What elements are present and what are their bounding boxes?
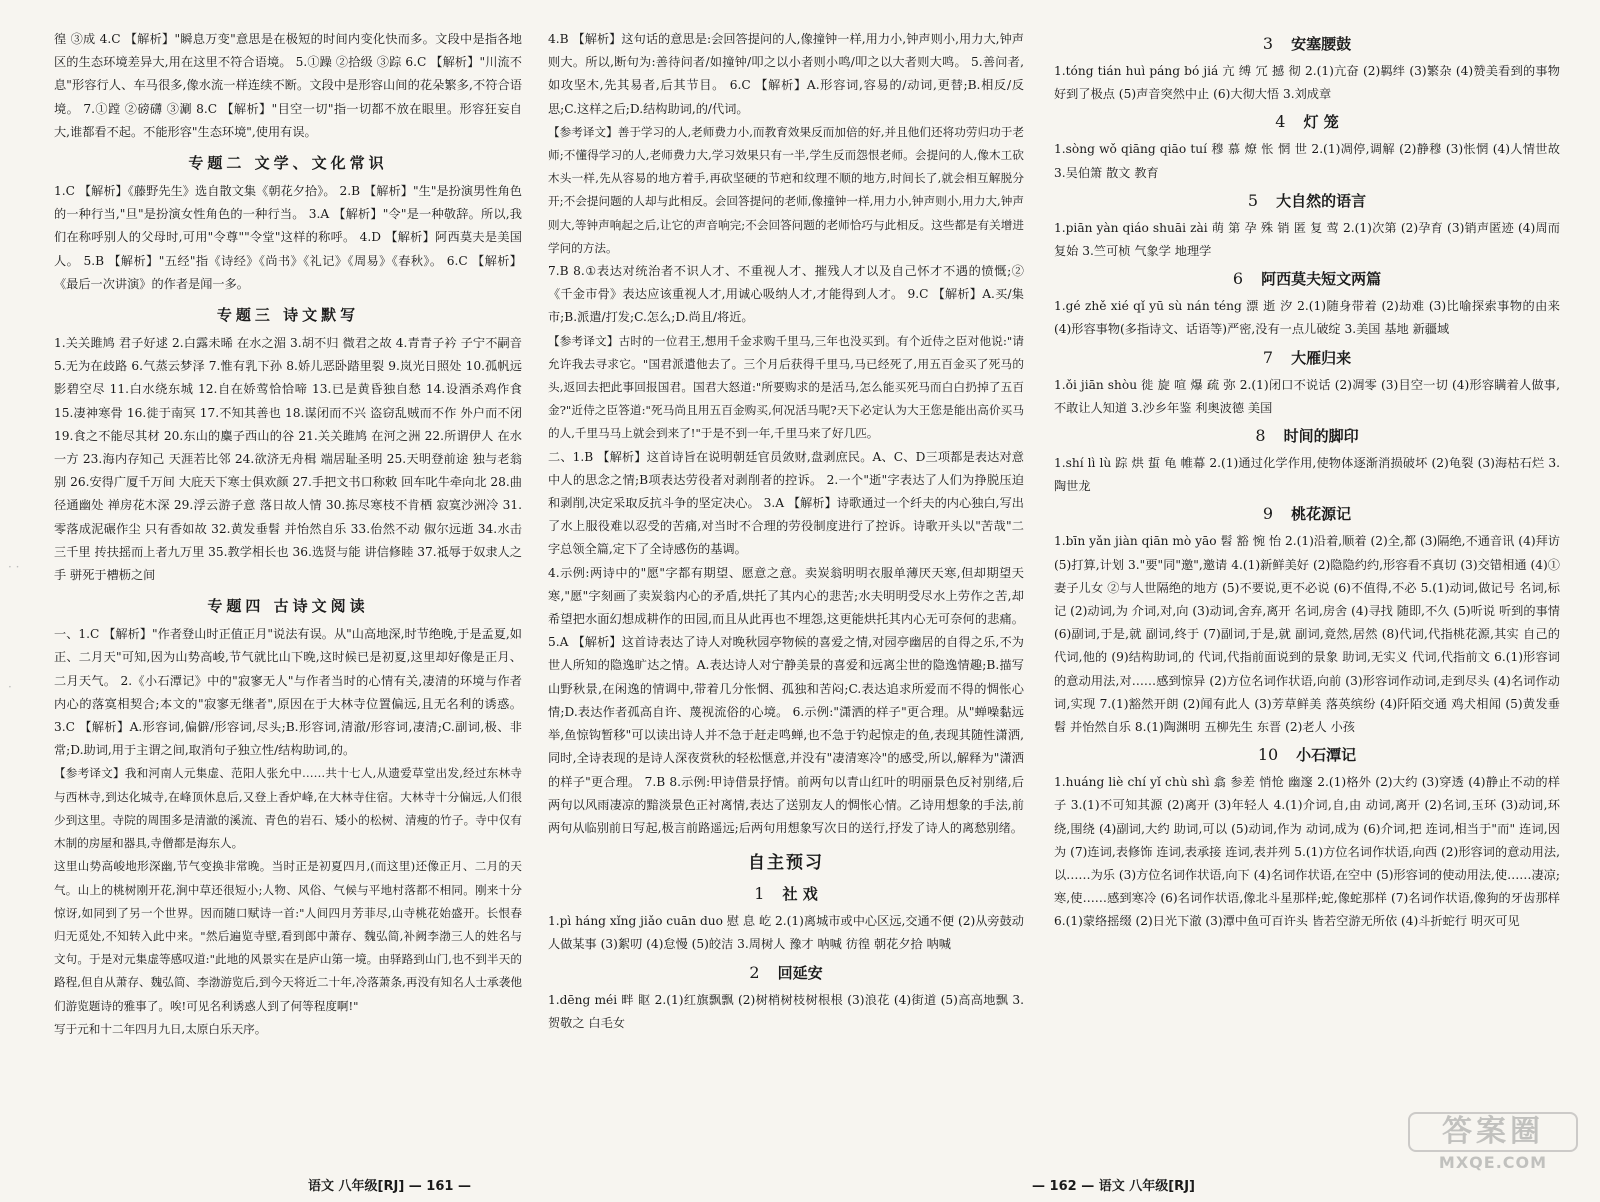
- section-heading-4: 专题四 古诗文阅读: [207, 597, 369, 616]
- lesson-answers: 1.bīn yǎn jiàn qiān mò yāo 髫 豁 惋 怡 2.(1)沿着,顺着 (2)全,都 (3)隔绝,不通音讯 (4)拜访 (5)打算,计划 3."要"同"邀",邀请 4.(1)新鲜美好 (2)隐隐约约,形容看不真切 (3)交错相通 (4)①妻子儿女 ②与人世隔绝的地方 (5)不要说,更不必说 (6)不值得,不必 5.(1)动词,做记号 名词,标记 (2)动词,为 介词,对,向 (3)动词,舍弃,离开 名词,房舍 (4)寻找 随即,不久 (5)听说 听到的事情 (6)副词,于是,就 副词,终于 (7)副词,于是,就 副词,竟然,居然 (8)代词,代指桃花源,其实 自己的 代词,他的 (9)结构助词,的 代词,代指前面说到的景象 助词,无实义 代词,代指前文 6.(1)形容词的意动用法,对……感到惊异 (2)方位名词作状语,向前 (3)形容词作动词,走到尽头 (4)名词作动词,实现 7.(1)豁然开朗 (2)闻有此人 (3)芳草鲜美 落英缤纷 (4)阡陌交通 鸡犬相闻 (5)黄发垂髫 并怡然自乐 8.(1)陶渊明 五柳先生 东晋 (2)老人 小孩: [1054, 534, 1560, 735]
- lesson-number: 8: [1255, 426, 1266, 446]
- lesson-heading: [1054, 344, 1560, 372]
- section-heading-3: 专题三 诗文默写: [216, 306, 360, 325]
- reference-translation: 这里山势高峻地形深幽,节气变换非常晚。当时正是初夏四月,(而这里)还像正月、二月的天气。山上的桃树刚开花,涧中草还很短小;人物、风俗、气候与平地村落都不相同。刚来十分惊讶,如同到了另一个世界。因而随口赋诗一首:"人间四月芳菲尽,山寺桃花始盛开。长恨春归无觅处,不知转入此中来。"然后遍览寺壁,看到郎中萧存、魏弘简,补阙李渤三人的姓名与文句。于是对元集虚等感叹道:"此地的风景实在是庐山第一境。由驿路到山门,也不到半天的路程,但自从萧存、魏弘简、李渤游览后,到今天将近二十年,冷落萧条,再没有知名人士承袭他们游览题诗的雅事了。唉!可见名利诱惑人到了何等程度啊!": [54, 859, 522, 1013]
- scan-margin-mark: · ·: [8, 560, 20, 574]
- lesson-answers: 1.ǒi jiān shòu 徙 旋 喧 爆 疏 弥 2.(1)闭口不说话 (2)凋零 (3)目空一切 (4)形容瞒着人做事,不敢让人知道 3.沙乡年鉴 利奥波德 美国: [1054, 377, 1560, 415]
- lesson-answers: 1.dēng méi 畔 眍 2.(1)红旗飘飘 (2)树梢树枝树根根 (3)浪花 (4)街道 (5)高高地飘 3.贺敬之 白毛女: [548, 992, 1024, 1030]
- middle-column: [548, 28, 1024, 1148]
- lesson-number: 10: [1257, 745, 1279, 765]
- lesson-number: 1: [754, 884, 765, 904]
- lesson-title: 小石潭记: [1296, 746, 1357, 765]
- lesson-number: 4: [1275, 112, 1286, 132]
- lesson-heading: [1054, 422, 1560, 450]
- watermark-logo-text: 答案圈: [1408, 1112, 1578, 1152]
- lesson-answers: 1.gé zhě xié qǐ yū sù nán téng 漂 逝 汐 2.(1)随身带着 (2)劫难 (3)比喻探索事物的由来 (4)形容事物(多指诗文、话语等)严密,没有一点儿破绽 3.美国 基地 新疆域: [1054, 299, 1560, 337]
- answer-paragraph: 1.C 【解析】《藤野先生》选自散文集《朝花夕拾》。 2.B 【解析】"生"是扮演男性角色的一种行当,"旦"是扮演女性角色的一种行当。 3.A 【解析】"令"是一种敬辞。所以,我们在称呼别人的父母时,可用"令尊""令堂"这样的称呼。 4.D 【解析】阿西莫夫是美国人。 5.B 【解析】"五经"指《诗经》《尚书》《礼记》《周易》《春秋》。 6.C 【解析】《最后一次讲演》的作者是闻一多。: [54, 184, 522, 291]
- lesson-title: 阿西莫夫短文两篇: [1261, 270, 1382, 289]
- lesson-title: 大自然的语言: [1276, 191, 1367, 210]
- lesson-answers: 1.pì háng xǐng jiǎo cuān duo 慰 息 屹 2.(1)离城市或中心区远,交通不便 (2)从旁鼓动人做某事 (3)絮叨 (4)怠慢 (5)皎洁 3.周树人 豫才 呐喊 彷徨 朝花夕拾 呐喊: [548, 914, 1024, 952]
- lesson-answers: 1.piān yàn qiáo shuāi zài 萌 第 孕 殊 销 匿 复 莺 2.(1)次第 (2)孕育 (3)销声匿迹 (4)周而复始 3.竺可桢 气象学 地理学: [1054, 220, 1560, 259]
- lesson-heading: [1054, 741, 1560, 769]
- lesson-heading: [1054, 265, 1560, 293]
- lesson-title: 桃花源记: [1291, 505, 1352, 524]
- lesson-answers: 1.sòng wǒ qiāng qiāo tuí 穆 慕 燎 怅 惘 世 2.(1)凋停,调解 (2)静穆 (3)怅惘 (4)人情世故 3.吴伯箫 散文 教育: [1054, 142, 1560, 180]
- left-column: [54, 28, 522, 1148]
- page-footer-left: 语文 八年级[RJ] — 161 —: [308, 1179, 471, 1194]
- site-watermark: [1408, 1112, 1578, 1182]
- lesson-heading: [548, 880, 1024, 908]
- answer-paragraph: 一、1.C 【解析】"作者登山时正值正月"说法有误。从"山高地深,时节绝晚,于是孟夏,如正、二月天"可知,因为山势高峻,节气就比山下晚,这时候已是初夏,这里却好像是正月、二月天气。 2.《小石潭记》中的"寂寥无人"与作者当时的心情有关,凄清的环境与作者内心的落寞相契合;本文的"寂寥无继者",原因在于大林寺位置偏远,且无名利的诱惑。 3.C 【解析】A.形容词,偏僻/形容词,尽头;B.形容词,清澈/形容词,凄清;C.副词,极、非常;D.助词,用于主谓之间,取消句子独立性/结构助词,的。: [54, 627, 522, 758]
- lesson-heading: [1054, 187, 1560, 215]
- answer-paragraph: 徨 ③成 4.C 【解析】"瞬息万变"意思是在极短的时间内变化快而多。文段中是指各地区的生态环境差异大,用在这里不符合语境。 5.①躁 ②拾级 ③踪 6.C 【解析】"川流不息"形容行人、车马很多,像水流一样连续不断。文段中是形容山间的花朵繁多,不符合语境。 7.①蹚 ②磅礴 ③涮 8.C 【解析】"目空一切"指一切都不放在眼里。形容狂妄自大,谁都看不起。不能形容"生态环境",使用有误。: [54, 32, 522, 139]
- answer-paragraph: 7.B 8.①表达对统治者不识人才、不重视人才、摧残人才以及自己怀才不遇的愤慨;②《千金市骨》表达应该重视人才,用诚心吸纳人才,才能得到人才。 9.C 【解析】A.买/集市;B.派遣/打发;C.怎么;D.尚且/将近。: [548, 264, 1024, 325]
- scan-margin-mark: ·: [8, 680, 12, 694]
- lesson-answers: 1.huáng liè chí yǐ chù shì 翕 参差 悄怆 幽邃 2.(1)格外 (2)大约 (3)穿透 (4)静止不动的样子 3.(1)不可知其源 (2)离开 (3)年轻人 4.(1)介词,自,由 动词,离开 (2)名词,玉环 (3)动词,环绕,围绕 (4)副词,大约 助词,可以 (5)动词,作为 动词,成为 (6)介词,把 连词,相当于"而" 连词,因为 (7)连词,表修饰 连词,表承接 连词,表并列 5.(1)方位名词作状语,向西 (2)形容词的意动用法,以……为乐 (3)方位名词作状语,向下 (4)名词作状语,在空中 (5)形容词的使动用法,使……凄凉;寒,使……感到寒冷 (6)名词作状语,像北斗星那样;蛇,像蛇那样 (7)名词作状语,像狗的牙齿那样 6.(1)蒙络摇缀 (2)日光下澈 (3)潭中鱼可百许头 皆若空游无所依 (4)斗折蛇行 明灭可见: [1054, 775, 1560, 929]
- lesson-title: 社 戏: [782, 885, 818, 904]
- watermark-url: MXQE.COM: [1438, 1153, 1548, 1172]
- lesson-answers: 1.tóng tián huì páng bó jiá 亢 缚 冗 撼 彻 2.(1)亢奋 (2)羁绊 (3)繁杂 (4)赞美看到的事物好到了极点 (5)声音突然中止 (6)大彻大悟 3.刘成章: [1054, 64, 1560, 102]
- reference-translation: 【参考译文】我和河南人元集虚、范阳人张允中……共十七人,从遗爱草堂出发,经过东林寺与西林寺,到达化城寺,在峰顶休息后,又登上香炉峰,在大林寺住宿。大林寺十分偏远,人们很少到这里。寺院的周围多是清澈的溪流、青色的岩石、矮小的松树、清瘦的竹子。寺中仅有木制的房屋和器具,寺僧都是海东人。: [54, 766, 522, 851]
- lesson-answers: 1.shí lì lù 踪 烘 蜇 龟 帷幕 2.(1)通过化学作用,使物体逐渐消损破坏 (2)龟裂 (3)海枯石烂 3.陶世龙: [1054, 456, 1560, 494]
- lesson-heading: [1054, 30, 1560, 58]
- lesson-number: 9: [1262, 504, 1274, 524]
- lesson-number: 2: [749, 962, 760, 982]
- lesson-title: 大雁归来: [1291, 348, 1352, 367]
- answer-paragraph: 4.示例:两诗中的"愿"字都有期望、愿意之意。卖炭翁明明衣服单薄厌天寒,但却期望天寒,"愿"字刻画了卖炭翁内心的矛盾,烘托了其内心的悲苦;水夫明明受尽水上劳作之苦,却希望把水面幻想成耕作的田园,而且从此再也不埋怨,这更能烘托其内心无可奈何的悲痛。 5.A 【解析】这首诗表达了诗人对晚秋园亭物候的喜爱之情,对园亭幽居的自得之乐,不为世人所知的隐逸旷达之情。A.表达诗人对宁静美景的喜爱和远离尘世的隐逸情趣;B.描写山野秋景,在闲逸的情调中,带着几分怅惘、孤独和苦闷;C.表达追求所爱而不得的惆怅心情;D.表达作者孤高自许、蔑视流俗的心境。 6.示例:"潇洒的样子"更合理。从"蝉噪黏远举,鱼惊钩暂移"可以读出诗人并不急于赶走鸣蝉,也不急于钓起惊走的鱼,表现其随性潇洒,同时,全诗表现的是诗人深夜赏秋的轻松惬意,并没有"凄清寒冷"的感受,所以,解释为"潇洒的样子"更合理。 7.B 8.示例:甲诗借景抒情。前两句以青山红叶的明丽景色反衬别绪,后两句以风雨凄凉的黯淡景色正衬离情,表达了送别友人的惆怅心情。乙诗用想象的手法,前两句从临别前日写起,极言前路遥远;后两句用想象写次日的送行,抒发了诗人的离愁别绪。: [548, 565, 1024, 835]
- reference-translation: 【参考译文】善于学习的人,老师费力小,而教育效果反而加倍的好,并且他们还将功劳归功于老师;不懂得学习的人,老师费力大,学习效果只有一半,学生反而怨恨老师。会提问的人,像木工砍木头一样,先从容易的地方着手,再砍坚硬的节疤和纹理不顺的地方,时间长了,就会相互解脱分开;不会提问题的人却与此相反。会回答提问的老师,像撞钟一样,用力小,钟声则小,用力大,钟声则大,等钟声响起之后,让它的声音响完;不会回答问题的老师恰巧与此相反。这些都是有关增进学问的方法。: [548, 124, 1024, 255]
- answer-paragraph: 4.B 【解析】这句话的意思是:会回答提问的人,像撞钟一样,用力小,钟声则小,用力大,钟声则大。所以,断句为:善待问者/如撞钟/叩之以小者则小鸣/叩之以大者则大鸣。 5.善问者,如攻坚木,先其易者,后其节目。 6.C 【解析】A.形容词,容易的/动词,更替;B.相反/反思;C.这样之后;D.结构助词,的/代词。: [548, 32, 1024, 116]
- reference-translation: 【参考译文】古时的一位君王,想用千金求购千里马,三年也没买到。有个近侍之臣对他说:"请允许我去寻求它。"国君派遣他去了。三个月后获得千里马,马已经死了,用五百金买了死马的头,返回去把此事回报国君。国君大怒道:"所要购求的是活马,怎么能买死马而白白扔掉了五百金?"近侍之臣答道:"死马尚且用五百金购买,何况活马呢?天下必定认为大王您是能出高价买马的人,千里马马上就会到来了!"于是不到一年,千里马来了好几匹。: [548, 333, 1024, 441]
- lesson-heading: [1054, 500, 1560, 528]
- lesson-title: 时间的脚印: [1283, 427, 1359, 446]
- page-footer-right: — 162 — 语文 八年级[RJ]: [1032, 1179, 1195, 1194]
- reference-translation-signature: 写于元和十二年四月九日,太原白乐天序。: [54, 1021, 267, 1036]
- lesson-heading: [1054, 108, 1560, 136]
- lesson-title: 安塞腰鼓: [1291, 35, 1352, 53]
- section-heading-2: 专题二 文学、文化常识: [188, 154, 388, 173]
- answer-paragraph: 二、1.B 【解析】这首诗旨在说明朝廷官员敛财,盘剥庶民。A、C、D三项都是表达对意中人的思念之情;B项表达劳役者对剥削者的控诉。 2.一个"逝"字表达了人们为挣脱压迫和剥削,决定采取反抗斗争的坚定决心。 3.A 【解析】诗歌通过一个纤夫的内心独白,写出了水上服役难以忍受的苦痛,对当时不合理的劳役制度进行了控诉。诗歌开头以"苦哉"二字总领全篇,定下了全诗感伤的基调。: [548, 449, 1024, 557]
- answer-paragraph: 1.关关雎鸠 君子好逑 2.白露未晞 在水之湄 3.胡不归 微君之故 4.青青子衿 子宁不嗣音 5.无为在歧路 6.气蒸云梦泽 7.惟有乳下孙 8.娇儿恶卧踏里裂 9.岚光日照处 10.孤帆远影碧空尽 11.白水绕东城 12.自在娇莺恰恰啼 13.已是黄昏独自愁 14.设酒杀鸡作食 15.凄神寒骨 16.徙于南冥 17.不知其善也 18.谋闭而不兴 盗窃乱贼而不作 外户而不闭 19.食之不能尽其材 20.东山的麋子西山的谷 21.关关雎鸠 在河之洲 22.所谓伊人 在水一方 23.海内存知己 天涯若比邻 24.欲济无舟楫 端居耻圣明 25.天明登前途 独与老翁别 26.安得广厦千万间 大庇天下寒士俱欢颜 27.手把文书口称敕 回车叱牛牵向北 28.曲径通幽处 禅房花木深 29.浮云游子意 落日故人情 30.拣尽寒枝不肯栖 寂寞沙洲冷 31.零落成泥碾作尘 只有香如故 32.黄发垂髫 并怡然自乐 33.佁然不动 俶尔远逝 34.水击三千里 抟扶摇而上者九万里 35.教学相长也 36.选贤与能 讲信修睦 37.祗辱于奴隶人之手 骈死于槽枥之间: [54, 336, 522, 583]
- lesson-number: 3: [1262, 34, 1274, 53]
- lesson-number: 7: [1262, 347, 1274, 367]
- preview-section-heading: 自主预习: [748, 853, 824, 874]
- lesson-heading: [548, 959, 1024, 987]
- lesson-title: 回延安: [777, 963, 823, 982]
- lesson-title: 灯 笼: [1303, 113, 1339, 132]
- lesson-number: 6: [1232, 269, 1244, 289]
- lesson-number: 5: [1247, 190, 1259, 210]
- right-column: [1054, 28, 1560, 1140]
